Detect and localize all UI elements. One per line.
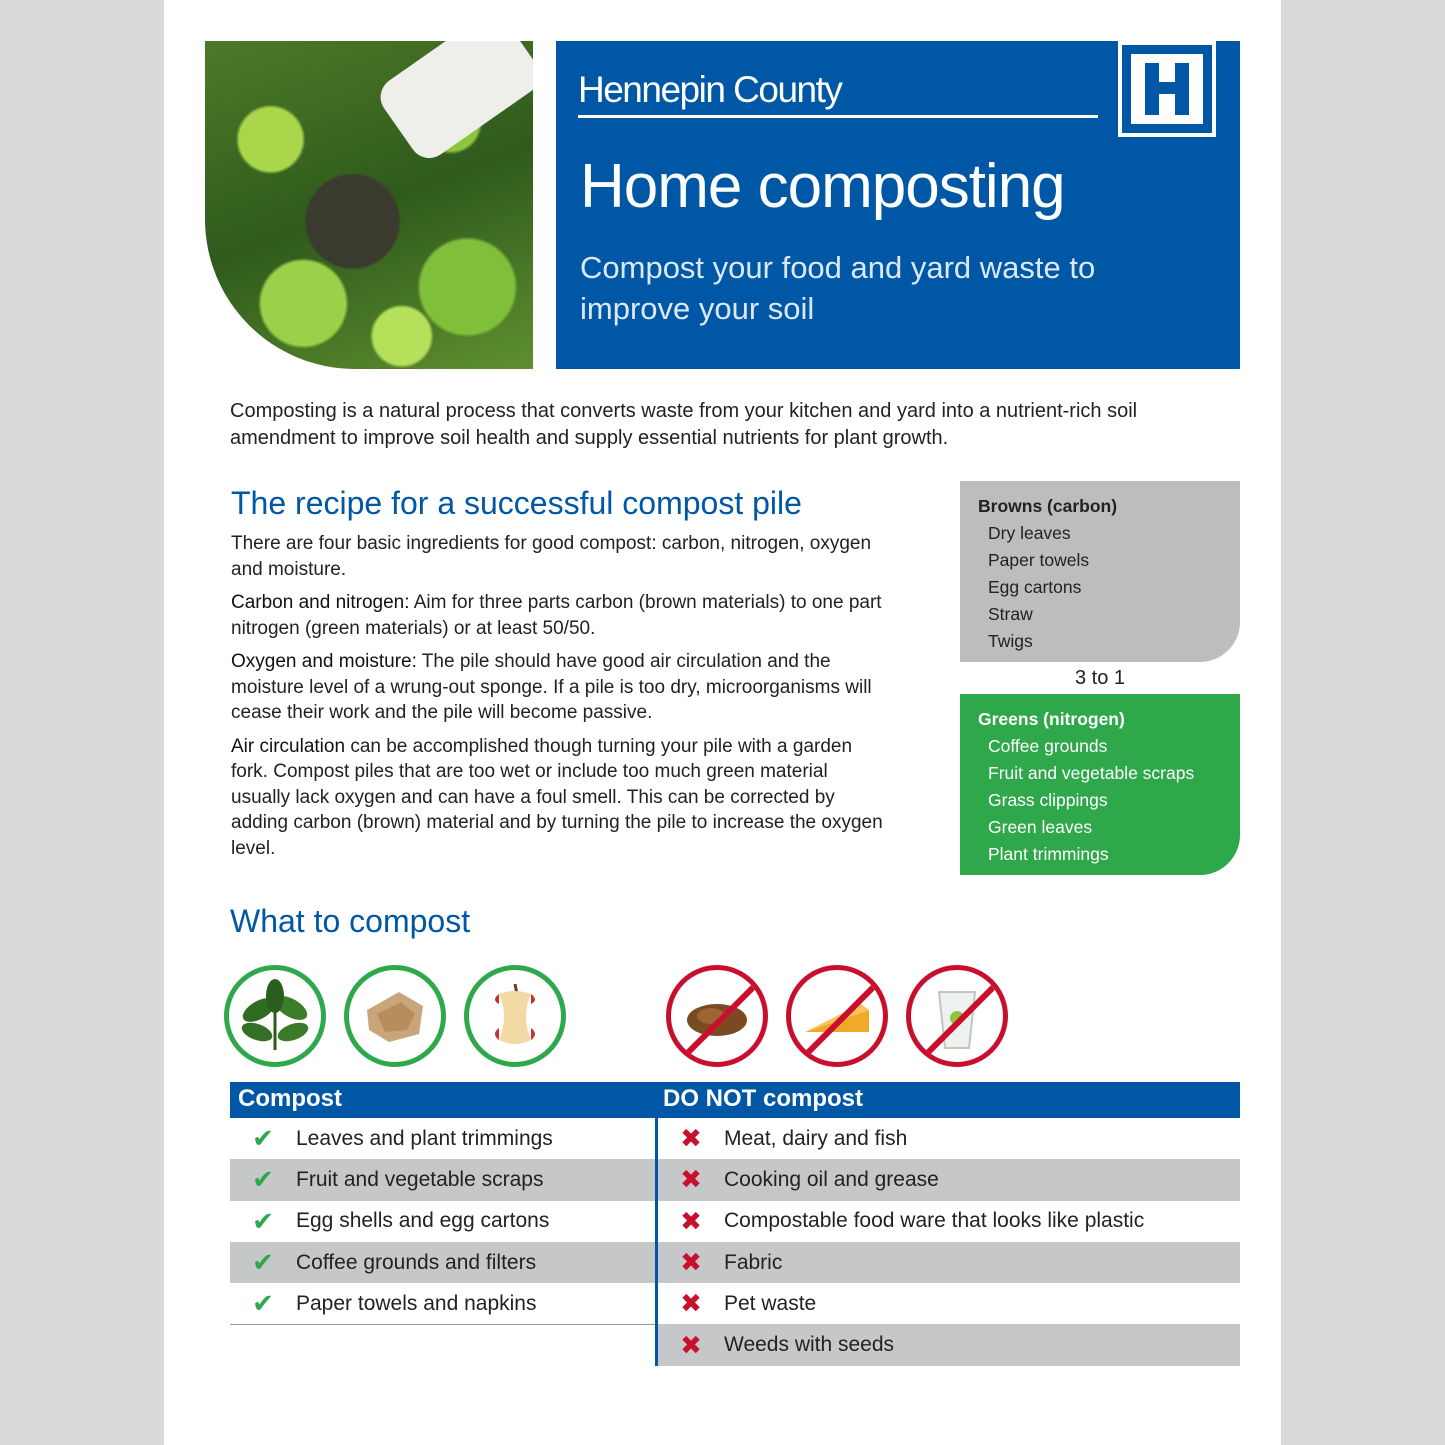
plastic-cup-no-icon — [906, 965, 1008, 1067]
apple-core-icon — [464, 965, 566, 1067]
what-heading: What to compost — [230, 903, 471, 939]
x-icon: ✖ — [680, 1205, 702, 1236]
list-item: Grass clippings — [988, 790, 1108, 810]
document-page — [164, 0, 1281, 1445]
do-not-compost-table — [655, 1082, 1240, 1366]
x-icon: ✖ — [680, 1247, 702, 1278]
recipe-body — [231, 531, 891, 869]
table-row: ✖ Compostable food ware that looks like plastic — [658, 1201, 1240, 1242]
greens-box — [960, 694, 1240, 875]
check-icon: ✔ — [252, 1123, 274, 1154]
table-row: ✔ Egg shells and egg cartons — [230, 1201, 655, 1242]
list-item: Green leaves — [988, 817, 1093, 837]
plant-leaves-icon — [224, 965, 326, 1067]
table-row: ✔ Fruit and vegetable scraps — [230, 1159, 655, 1200]
table-row: ✖ Cooking oil and grease — [658, 1159, 1240, 1200]
table-row: ✔ Leaves and plant trimmings — [230, 1118, 655, 1159]
compost-table-header: Compost — [230, 1082, 655, 1118]
x-icon: ✖ — [680, 1329, 702, 1360]
browns-box — [960, 481, 1240, 662]
table-row: ✖ Meat, dairy and fish — [658, 1118, 1240, 1159]
list-item: Paper towels — [988, 550, 1090, 570]
list-item: Straw — [988, 604, 1033, 624]
list-item: Coffee grounds — [988, 736, 1108, 756]
x-icon: ✖ — [680, 1288, 702, 1319]
intro-paragraph: Composting is a natural process that converts waste from your kitchen and yard into a nutrient-rich soil amendment to improve soil health and supply essential nutrients for plant growth. — [230, 400, 1138, 449]
check-icon: ✔ — [252, 1247, 274, 1278]
page-title: Home composting — [580, 152, 1065, 221]
brand-name: Hennepin County — [578, 69, 842, 110]
x-icon: ✖ — [680, 1164, 702, 1195]
list-item: Fruit and vegetable scraps — [988, 763, 1195, 783]
header-banner — [556, 41, 1240, 369]
recipe-heading: The recipe for a successful compost pile — [231, 485, 802, 521]
cheese-no-icon — [786, 965, 888, 1067]
hennepin-logo-icon — [1118, 41, 1216, 137]
page-subtitle: Compost your food and yard waste to improve your soil — [580, 250, 1096, 326]
ratio-label: 3 to 1 — [1074, 667, 1126, 689]
glove-shape — [373, 41, 533, 166]
table-row: ✔ Coffee grounds and filters — [230, 1242, 655, 1283]
table-row: ✖ Weeds with seeds — [658, 1324, 1240, 1365]
table-row: ✖ Fabric — [658, 1242, 1240, 1283]
paper-scraps-icon — [344, 965, 446, 1067]
compost-table — [230, 1082, 655, 1325]
recipe-p2: Carbon and nitrogen: Aim for three parts carbon (brown materials) to one part nitrogen (green materials) or at least 50/50. — [231, 592, 882, 639]
check-icon: ✔ — [252, 1288, 274, 1319]
browns-heading: Browns (carbon) — [978, 496, 1118, 516]
table-row: ✔ Paper towels and napkins — [230, 1283, 655, 1324]
check-icon: ✔ — [252, 1205, 274, 1236]
recipe-p3: Oxygen and moisture: The pile should have good air circulation and the moisture level of a wrung-out sponge. If a pile is too dry, microorganisms will cease their work and the pile will become passive. — [231, 651, 872, 723]
table-row: ✖ Pet waste — [658, 1283, 1240, 1324]
x-icon: ✖ — [680, 1123, 702, 1154]
list-item: Dry leaves — [988, 523, 1071, 543]
garden-soil-photo — [205, 41, 533, 369]
recipe-p4: Air circulation can be accomplished though turning your pile with a garden fork. Compost piles that are too wet or include too much green material usually lack oxygen and can have a foul smell. This can be corrected by adding carbon (brown) material and by turning the pile to increase the oxygen level. — [231, 735, 883, 859]
recipe-p1: There are four basic ingredients for good compost: carbon, nitrogen, oxygen and moisture. — [231, 533, 872, 580]
greens-heading: Greens (nitrogen) — [978, 709, 1125, 729]
do-not-compost-header: DO NOT compost — [655, 1082, 1240, 1118]
list-item: Plant trimmings — [988, 844, 1109, 864]
brand-rule — [578, 115, 1098, 118]
list-item: Egg cartons — [988, 577, 1082, 597]
check-icon: ✔ — [252, 1164, 274, 1195]
meat-no-icon — [666, 965, 768, 1067]
list-item: Twigs — [988, 631, 1033, 651]
